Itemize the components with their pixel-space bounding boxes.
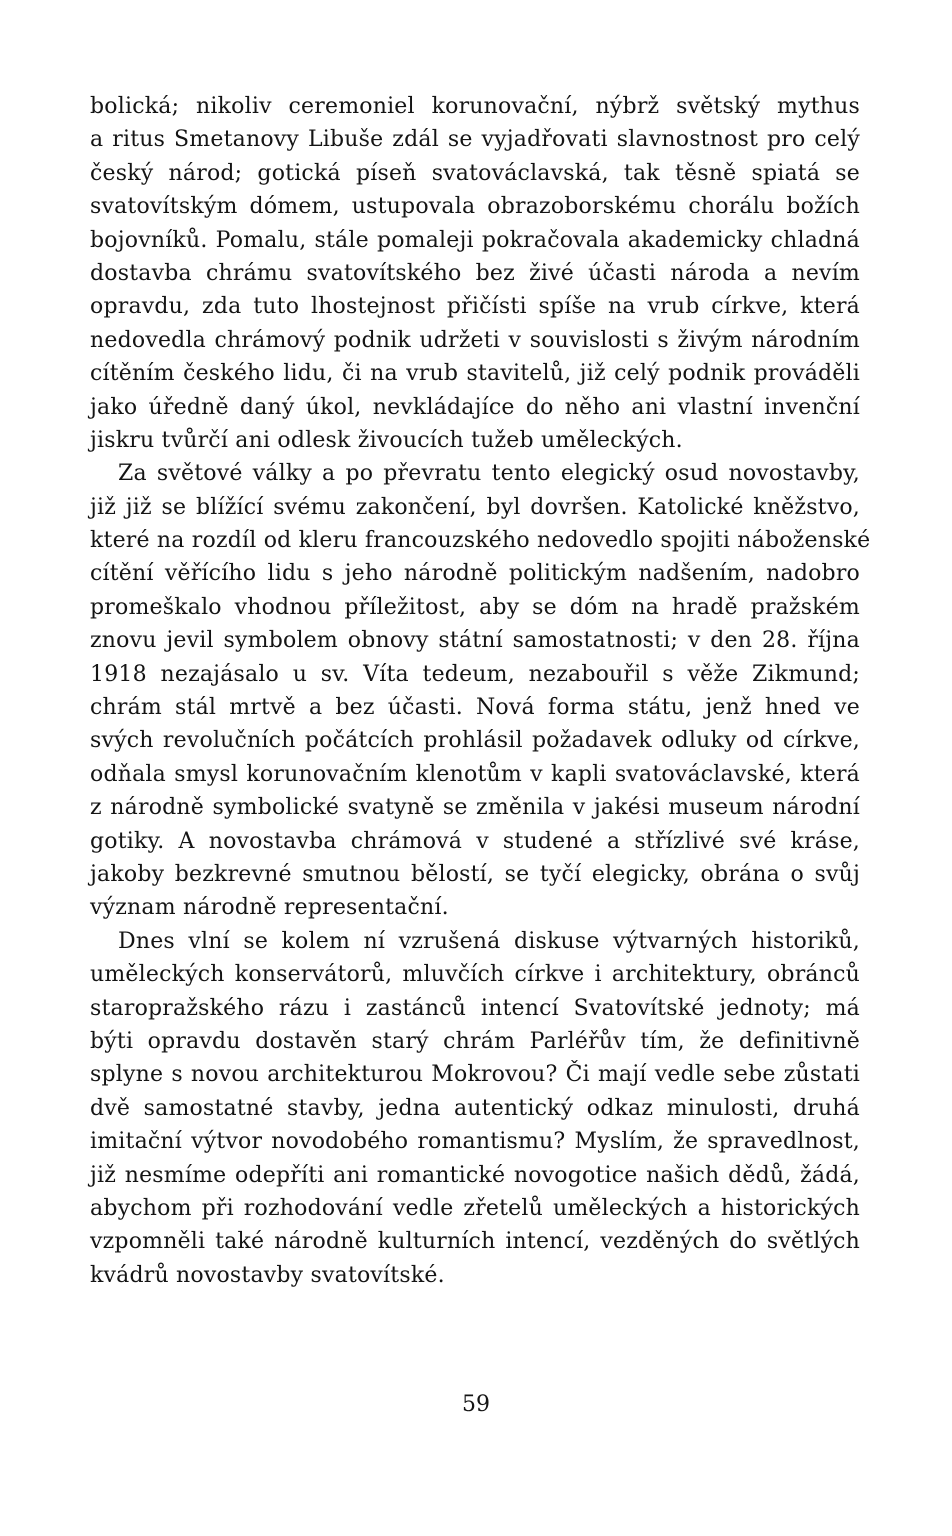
text-line: gotiky. A novostavba chrámová v studené a střízlivé své kráse, — [90, 828, 860, 854]
paragraph-3 — [90, 925, 860, 1292]
text-line: cítění věřícího lidu s jeho národně politickým nadšením, nadobro — [90, 561, 860, 587]
paragraph-2 — [90, 457, 871, 924]
text-line: bojovníků. Pomalu, stále pomaleji pokračovala akademicky chladná — [90, 227, 860, 253]
text-line: dostavba chrámu svatovítského bez živé účasti národa a nevím — [90, 260, 860, 286]
page-text — [90, 90, 871, 1292]
text-line: z národně symbolické svatyně se změnila v jakési museum národní — [90, 795, 860, 821]
text-line: které na rozdíl od kleru francouzského nedovedlo spojiti náboženské — [90, 528, 871, 554]
text-line: český národ; gotická píseň svatováclavská, tak těsně spiatá se — [90, 160, 860, 186]
text-line: bolická; nikoliv ceremoniel korunovační, nýbrž světský mythus — [90, 94, 860, 119]
text-line: Za světové války a po převratu tento elegický osud novostavby, — [118, 461, 860, 487]
text-line: vzpomněli také národně kulturních intencí, vezděných do světlých — [90, 1229, 860, 1255]
text-line: jakoby bezkrevné smutnou bělostí, se tyčí elegicky, obrána o svůj — [90, 861, 860, 887]
text-line: cítěním českého lidu, či na vrub stavitelů, již celý podnik prováděli — [90, 361, 860, 387]
text-line: a ritus Smetanovy Libuše zdál se vyjadřovati slavnostnost pro celý — [90, 127, 860, 153]
text-line: kvádrů novostavby svatovítské. — [90, 1262, 445, 1288]
text-line: jiskru tvůrčí ani odlesk živoucích tužeb uměleckých. — [90, 427, 683, 453]
text-line: býti opravdu dostavěn starý chrám Parléřův tím, že definitivně — [90, 1028, 860, 1054]
text-line: 1918 nezajásalo u sv. Víta tedeum, nezabouřil s věže Zikmund; — [90, 661, 860, 687]
text-line: dvě samostatné stavby, jedna autentický odkaz minulosti, druhá — [90, 1095, 860, 1121]
text-line: opravdu, zda tuto lhostejnost přičísti spíše na vrub církve, která — [90, 294, 860, 320]
text-line: odňala smysl korunovačním klenotům v kapli svatováclavské, která — [90, 761, 860, 787]
text-line: staropražského rázu i zastánců intencí Svatovítské jednoty; má — [90, 995, 860, 1021]
text-line: svých revolučních počátcích prohlásil požadavek odluky od církve, — [90, 728, 860, 754]
text-line: chrám stál mrtvě a bez účasti. Nová forma státu, jenž hned ve — [90, 695, 860, 721]
text-line: splyne s novou architekturou Mokrovou? Či mají vedle sebe zůstati — [90, 1062, 860, 1088]
text-line: imitační výtvor novodobého romantismu? Myslím, že spravedlnost, — [90, 1129, 860, 1155]
text-line: uměleckých konservátorů, mluvčích církve i architektury, obránců — [90, 962, 860, 988]
text-line: promeškalo vhodnou příležitost, aby se dóm na hradě pražském — [90, 594, 860, 620]
text-line: Dnes vlní se kolem ní vzrušená diskuse výtvarných historiků, — [118, 928, 860, 954]
text-line: znovu jevil symbolem obnovy státní samostatnosti; v den 28. října — [90, 628, 860, 654]
text-line: nedovedla chrámový podnik udržeti v souvislosti s živým národním — [90, 327, 860, 353]
page-number: 59 — [462, 1392, 490, 1417]
text-line: abychom při rozhodování vedle zřetelů uměleckých a historických — [90, 1195, 860, 1221]
text-line: svatovítským dómem, ustupovala obrazoborskému chorálu božích — [90, 194, 860, 220]
text-line: již nesmíme odepříti ani romantické novogotice našich dědů, žádá, — [90, 1162, 860, 1188]
text-line: význam národně representační. — [90, 895, 449, 921]
paragraph-1 — [90, 90, 860, 457]
text-line: jako úředně daný úkol, nevkládajíce do něho ani vlastní invenční — [90, 394, 860, 420]
text-line: již již se blížící svému zakončení, byl dovršen. Katolické kněžstvo, — [90, 494, 860, 520]
